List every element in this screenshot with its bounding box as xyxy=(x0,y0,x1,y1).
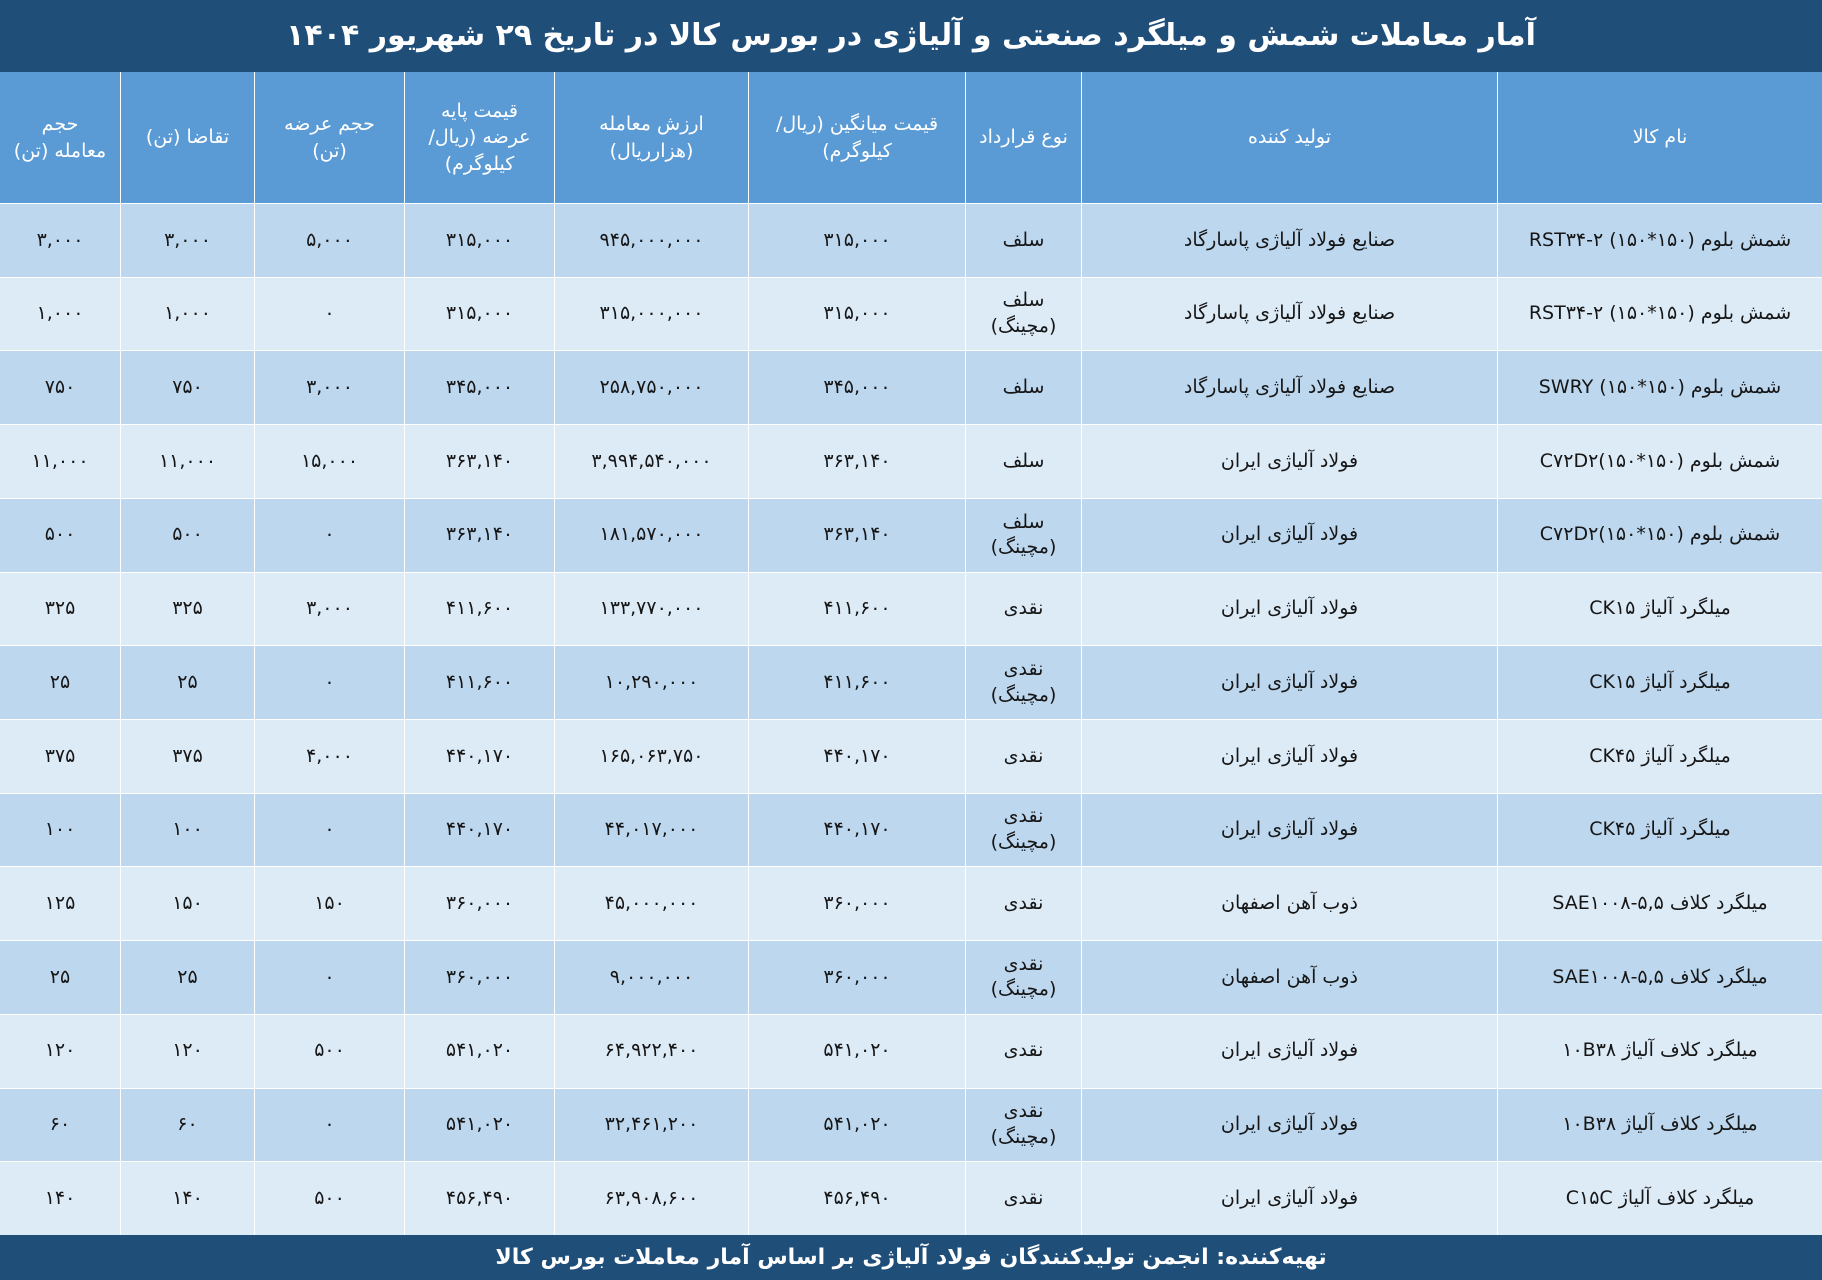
cell-product-name: میلگرد آلیاژ CK۱۵ xyxy=(1497,645,1822,719)
cell-product-name: میلگرد آلیاژ CK۱۵ xyxy=(1497,572,1822,646)
cell-demand-volume: ۳۲۵ xyxy=(120,572,254,646)
cell-demand-volume: ۷۵۰ xyxy=(120,350,254,424)
cell-supply-volume: ۰ xyxy=(254,1088,404,1162)
cell-supply-volume: ۱۵,۰۰۰ xyxy=(254,424,404,498)
cell-supply-volume: ۰ xyxy=(254,940,404,1014)
cell-producer: فولاد آلیاژی ایران xyxy=(1081,719,1497,793)
cell-supply-volume: ۰ xyxy=(254,277,404,351)
column-header-product-name: نام کالا xyxy=(1497,72,1822,203)
cell-contract-type: سلف xyxy=(965,203,1081,277)
cell-product-name: میلگرد آلیاژ CK۴۵ xyxy=(1497,793,1822,867)
cell-base-price: ۳۶۳,۱۴۰ xyxy=(404,424,554,498)
cell-product-name: میلگرد کلاف آلیاژ C۱۵C xyxy=(1497,1161,1822,1235)
cell-trade-value: ۱۶۵,۰۶۳,۷۵۰ xyxy=(554,719,748,793)
cell-base-price: ۳۶۳,۱۴۰ xyxy=(404,498,554,572)
cell-base-price: ۳۴۵,۰۰۰ xyxy=(404,350,554,424)
cell-trade-value: ۴۴,۰۱۷,۰۰۰ xyxy=(554,793,748,867)
cell-product-name: میلگرد کلاف SAE۱۰۰۸-۵,۵ xyxy=(1497,940,1822,1014)
cell-average-price: ۳۱۵,۰۰۰ xyxy=(748,203,965,277)
cell-producer: صنایع فولاد آلیاژی پاسارگاد xyxy=(1081,350,1497,424)
cell-trade-value: ۹۴۵,۰۰۰,۰۰۰ xyxy=(554,203,748,277)
source-note: تهیه‌کننده: انجمن تولیدکنندگان فولاد آلیاژی بر اساس آمار معاملات بورس کالا xyxy=(0,1235,1822,1280)
cell-product-name: شمش بلوم (۱۵۰*۱۵۰)C۷۲D۲ xyxy=(1497,424,1822,498)
cell-producer: فولاد آلیاژی ایران xyxy=(1081,793,1497,867)
cell-demand-volume: ۲۵ xyxy=(120,645,254,719)
cell-producer: فولاد آلیاژی ایران xyxy=(1081,498,1497,572)
cell-base-price: ۵۴۱,۰۲۰ xyxy=(404,1088,554,1162)
cell-trade-volume: ۱۲۵ xyxy=(0,866,120,940)
cell-supply-volume: ۰ xyxy=(254,793,404,867)
cell-trade-value: ۱۸۱,۵۷۰,۰۰۰ xyxy=(554,498,748,572)
cell-base-price: ۴۴۰,۱۷۰ xyxy=(404,793,554,867)
cell-trade-volume: ۶۰ xyxy=(0,1088,120,1162)
cell-demand-volume: ۱۲۰ xyxy=(120,1014,254,1088)
cell-demand-volume: ۲۵ xyxy=(120,940,254,1014)
cell-trade-value: ۹,۰۰۰,۰۰۰ xyxy=(554,940,748,1014)
cell-contract-type: نقدی xyxy=(965,719,1081,793)
cell-supply-volume: ۵,۰۰۰ xyxy=(254,203,404,277)
cell-average-price: ۴۴۰,۱۷۰ xyxy=(748,719,965,793)
cell-producer: فولاد آلیاژی ایران xyxy=(1081,1088,1497,1162)
cell-supply-volume: ۱۵۰ xyxy=(254,866,404,940)
cell-product-name: شمش بلوم (۱۵۰*۱۵۰)C۷۲D۲ xyxy=(1497,498,1822,572)
cell-contract-type: نقدی (مچینگ) xyxy=(965,940,1081,1014)
cell-average-price: ۴۱۱,۶۰۰ xyxy=(748,572,965,646)
cell-trade-value: ۶۴,۹۲۲,۴۰۰ xyxy=(554,1014,748,1088)
cell-average-price: ۳۶۳,۱۴۰ xyxy=(748,424,965,498)
cell-trade-value: ۳۱۵,۰۰۰,۰۰۰ xyxy=(554,277,748,351)
cell-trade-volume: ۱۰۰ xyxy=(0,793,120,867)
cell-trade-volume: ۲۵ xyxy=(0,940,120,1014)
cell-base-price: ۳۶۰,۰۰۰ xyxy=(404,940,554,1014)
cell-trade-volume: ۱,۰۰۰ xyxy=(0,277,120,351)
column-header-average-price: قیمت میانگین (ریال/ کیلوگرم) xyxy=(748,72,965,203)
cell-base-price: ۴۴۰,۱۷۰ xyxy=(404,719,554,793)
cell-producer: صنایع فولاد آلیاژی پاسارگاد xyxy=(1081,203,1497,277)
cell-contract-type: نقدی xyxy=(965,572,1081,646)
cell-product-name: میلگرد کلاف آلیاژ ۱۰B۳۸ xyxy=(1497,1088,1822,1162)
cell-trade-volume: ۵۰۰ xyxy=(0,498,120,572)
cell-contract-type: نقدی xyxy=(965,866,1081,940)
cell-demand-volume: ۱,۰۰۰ xyxy=(120,277,254,351)
cell-supply-volume: ۵۰۰ xyxy=(254,1161,404,1235)
cell-average-price: ۵۴۱,۰۲۰ xyxy=(748,1014,965,1088)
cell-trade-volume: ۱۲۰ xyxy=(0,1014,120,1088)
cell-contract-type: نقدی xyxy=(965,1014,1081,1088)
statistics-table xyxy=(0,72,1822,1235)
cell-average-price: ۳۶۰,۰۰۰ xyxy=(748,866,965,940)
cell-trade-value: ۱۳۳,۷۷۰,۰۰۰ xyxy=(554,572,748,646)
cell-product-name: شمش بلوم (۱۵۰*۱۵۰) SWRY xyxy=(1497,350,1822,424)
cell-demand-volume: ۳۷۵ xyxy=(120,719,254,793)
cell-trade-volume: ۳,۰۰۰ xyxy=(0,203,120,277)
cell-contract-type: نقدی xyxy=(965,1161,1081,1235)
cell-average-price: ۴۱۱,۶۰۰ xyxy=(748,645,965,719)
cell-producer: ذوب آهن اصفهان xyxy=(1081,866,1497,940)
cell-trade-volume: ۲۵ xyxy=(0,645,120,719)
cell-base-price: ۵۴۱,۰۲۰ xyxy=(404,1014,554,1088)
cell-trade-volume: ۱۴۰ xyxy=(0,1161,120,1235)
column-header-trade-value: ارزش معامله (هزارریال) xyxy=(554,72,748,203)
cell-product-name: میلگرد کلاف آلیاژ ۱۰B۳۸ xyxy=(1497,1014,1822,1088)
cell-supply-volume: ۴,۰۰۰ xyxy=(254,719,404,793)
cell-product-name: شمش بلوم (۱۵۰*۱۵۰) RST۳۴-۲ xyxy=(1497,277,1822,351)
cell-trade-value: ۳,۹۹۴,۵۴۰,۰۰۰ xyxy=(554,424,748,498)
cell-base-price: ۳۱۵,۰۰۰ xyxy=(404,277,554,351)
cell-average-price: ۳۱۵,۰۰۰ xyxy=(748,277,965,351)
cell-trade-value: ۳۲,۴۶۱,۲۰۰ xyxy=(554,1088,748,1162)
cell-contract-type: سلف xyxy=(965,424,1081,498)
cell-contract-type: نقدی (مچینگ) xyxy=(965,1088,1081,1162)
cell-supply-volume: ۳,۰۰۰ xyxy=(254,572,404,646)
cell-trade-value: ۱۰,۲۹۰,۰۰۰ xyxy=(554,645,748,719)
column-header-demand-volume: تقاضا (تن) xyxy=(120,72,254,203)
cell-base-price: ۴۱۱,۶۰۰ xyxy=(404,645,554,719)
cell-producer: فولاد آلیاژی ایران xyxy=(1081,645,1497,719)
cell-trade-volume: ۷۵۰ xyxy=(0,350,120,424)
cell-producer: ذوب آهن اصفهان xyxy=(1081,940,1497,1014)
cell-producer: فولاد آلیاژی ایران xyxy=(1081,424,1497,498)
cell-product-name: شمش بلوم (۱۵۰*۱۵۰) RST۳۴-۲ xyxy=(1497,203,1822,277)
cell-trade-volume: ۳۲۵ xyxy=(0,572,120,646)
cell-base-price: ۳۱۵,۰۰۰ xyxy=(404,203,554,277)
cell-producer: صنایع فولاد آلیاژی پاسارگاد xyxy=(1081,277,1497,351)
cell-contract-type: نقدی (مچینگ) xyxy=(965,645,1081,719)
cell-demand-volume: ۱۵۰ xyxy=(120,866,254,940)
column-header-base-price: قیمت پایه عرضه (ریال/ کیلوگرم) xyxy=(404,72,554,203)
cell-average-price: ۵۴۱,۰۲۰ xyxy=(748,1088,965,1162)
page-title: آمار معاملات شمش و میلگرد صنعتی و آلیاژی در بورس کالا در تاریخ ۲۹ شهریور ۱۴۰۴ xyxy=(0,0,1822,72)
cell-base-price: ۴۵۶,۴۹۰ xyxy=(404,1161,554,1235)
cell-base-price: ۳۶۰,۰۰۰ xyxy=(404,866,554,940)
cell-trade-value: ۶۳,۹۰۸,۶۰۰ xyxy=(554,1161,748,1235)
cell-base-price: ۴۱۱,۶۰۰ xyxy=(404,572,554,646)
cell-average-price: ۴۵۶,۴۹۰ xyxy=(748,1161,965,1235)
cell-product-name: میلگرد آلیاژ CK۴۵ xyxy=(1497,719,1822,793)
cell-contract-type: سلف (مچینگ) xyxy=(965,498,1081,572)
cell-producer: فولاد آلیاژی ایران xyxy=(1081,1014,1497,1088)
cell-average-price: ۴۴۰,۱۷۰ xyxy=(748,793,965,867)
cell-producer: فولاد آلیاژی ایران xyxy=(1081,1161,1497,1235)
cell-trade-volume: ۱۱,۰۰۰ xyxy=(0,424,120,498)
cell-demand-volume: ۶۰ xyxy=(120,1088,254,1162)
cell-supply-volume: ۳,۰۰۰ xyxy=(254,350,404,424)
cell-contract-type: نقدی (مچینگ) xyxy=(965,793,1081,867)
cell-average-price: ۳۶۳,۱۴۰ xyxy=(748,498,965,572)
cell-demand-volume: ۵۰۰ xyxy=(120,498,254,572)
column-header-producer: تولید کننده xyxy=(1081,72,1497,203)
cell-average-price: ۳۴۵,۰۰۰ xyxy=(748,350,965,424)
cell-supply-volume: ۵۰۰ xyxy=(254,1014,404,1088)
cell-demand-volume: ۱۱,۰۰۰ xyxy=(120,424,254,498)
cell-demand-volume: ۱۴۰ xyxy=(120,1161,254,1235)
column-header-supply-volume: حجم عرضه (تن) xyxy=(254,72,404,203)
cell-trade-value: ۴۵,۰۰۰,۰۰۰ xyxy=(554,866,748,940)
cell-product-name: میلگرد کلاف SAE۱۰۰۸-۵,۵ xyxy=(1497,866,1822,940)
cell-average-price: ۳۶۰,۰۰۰ xyxy=(748,940,965,1014)
cell-supply-volume: ۰ xyxy=(254,645,404,719)
cell-producer: فولاد آلیاژی ایران xyxy=(1081,572,1497,646)
cell-trade-volume: ۳۷۵ xyxy=(0,719,120,793)
cell-contract-type: سلف xyxy=(965,350,1081,424)
column-header-trade-volume: حجم معامله (تن) xyxy=(0,72,120,203)
cell-trade-value: ۲۵۸,۷۵۰,۰۰۰ xyxy=(554,350,748,424)
cell-supply-volume: ۰ xyxy=(254,498,404,572)
cell-demand-volume: ۳,۰۰۰ xyxy=(120,203,254,277)
cell-demand-volume: ۱۰۰ xyxy=(120,793,254,867)
cell-contract-type: سلف (مچینگ) xyxy=(965,277,1081,351)
column-header-contract-type: نوع قرارداد xyxy=(965,72,1081,203)
